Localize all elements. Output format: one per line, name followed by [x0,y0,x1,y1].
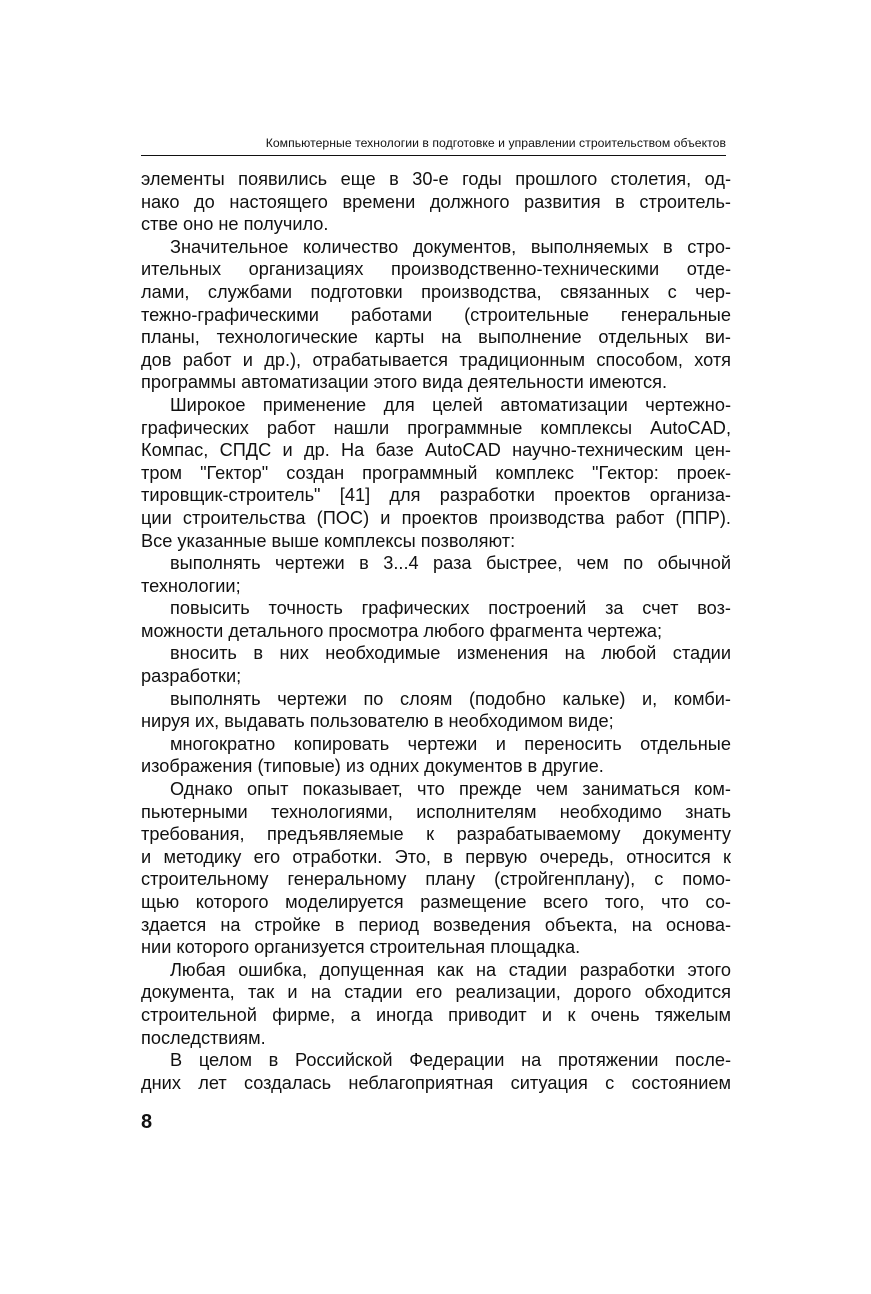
text-line: стве оно не получило. [141,214,329,235]
text-line: разработки; [141,666,242,687]
text-line: Значительное количество документов, выполняемых в стро- [170,236,731,257]
text-line: планы, технологические карты на выполнение отдельных ви- [141,327,731,348]
text-line: повысить точность графических построений за счет воз- [170,598,731,619]
text-line: дов работ и др.), отрабатывается традиционным способом, хотя [141,349,731,370]
text-line: тром "Гектор" создан программный комплекс "Гектор: проек- [141,462,731,483]
text-line: В целом в Российской Федерации на протяжении после- [170,1050,731,1071]
text-line: нии которого организуется строительная площадка. [141,937,581,958]
text-line: последствиям. [141,1027,266,1048]
text-line: нируя их, выдавать пользователю в необходимом виде; [141,711,614,732]
text-line: можности детального просмотра любого фрагмента чертежа; [141,620,663,641]
text-line: пьютерными технологиями, исполнителям необходимо знать [141,801,731,822]
text-line: строительной фирме, а иногда приводит и к очень тяжелым [141,1004,731,1025]
text-line: многократно копировать чертежи и переносить отдельные [170,733,731,754]
text-line: вносить в них необходимые изменения на любой стадии [170,643,731,664]
running-header: Компьютерные технологии в подготовке и управлении строительством объектов [265,136,726,150]
text-line: дних лет создалась неблагоприятная ситуация с состоянием [141,1072,731,1093]
page-number: 8 [141,1111,153,1133]
text-line: технологии; [141,575,241,596]
text-line: выполнять чертежи в 3...4 раза быстрее, чем по обычной [170,553,731,574]
text-line: щью которого моделируется размещение всего того, что со- [141,892,731,912]
text-line: Однако опыт показывает, что прежде чем заниматься ком- [170,779,731,800]
text-line: тежно-графическими работами (строительные генеральные [141,304,731,325]
text-line: строительному генеральному плану (стройгенплану), с помо- [141,869,731,890]
body-text [141,168,731,1094]
text-line: документа, так и на стадии его реализации, дорого обходится [141,982,731,1003]
text-line: требования, предъявляемые к разрабатываемому документу [141,824,731,845]
text-line: Широкое применение для целей автоматизации чертежно- [170,394,731,415]
text-line: и методику его отработки. Это, в первую очередь, относится к [141,846,731,867]
text-line: изображения (типовые) из одних документов в другие. [141,756,604,777]
text-line: выполнять чертежи по слоям (подобно кальке) и, комби- [170,688,731,709]
text-line: программы автоматизации этого вида деятельности имеются. [141,372,668,393]
text-line: Любая ошибка, допущенная как на стадии разработки этого [170,959,731,980]
text-line: ции строительства (ПОС) и проектов производства работ (ППР). [141,507,731,528]
text-line: здается на стройке в период возведения объекта, на основа- [141,914,731,935]
text-line: лами, службами подготовки производства, связанных с чер- [141,281,731,302]
header-rule [141,155,726,156]
text-line: элементы появились еще в 30-е годы прошлого столетия, од- [141,169,731,189]
text-line: Компас, СПДС и др. На базе AutoCAD научно-техническим цен- [141,440,731,461]
text-line: Все указанные выше комплексы позволяют: [141,530,516,551]
text-line: ительных организациях производственно-техническими отде- [141,259,731,280]
text-line: тировщик-строитель" [41] для разработки проектов организа- [141,485,731,506]
text-line: нако до настоящего времени должного развития в строитель- [141,191,731,212]
text-line: графических работ нашли программные комплексы AutoCAD, [141,417,731,438]
